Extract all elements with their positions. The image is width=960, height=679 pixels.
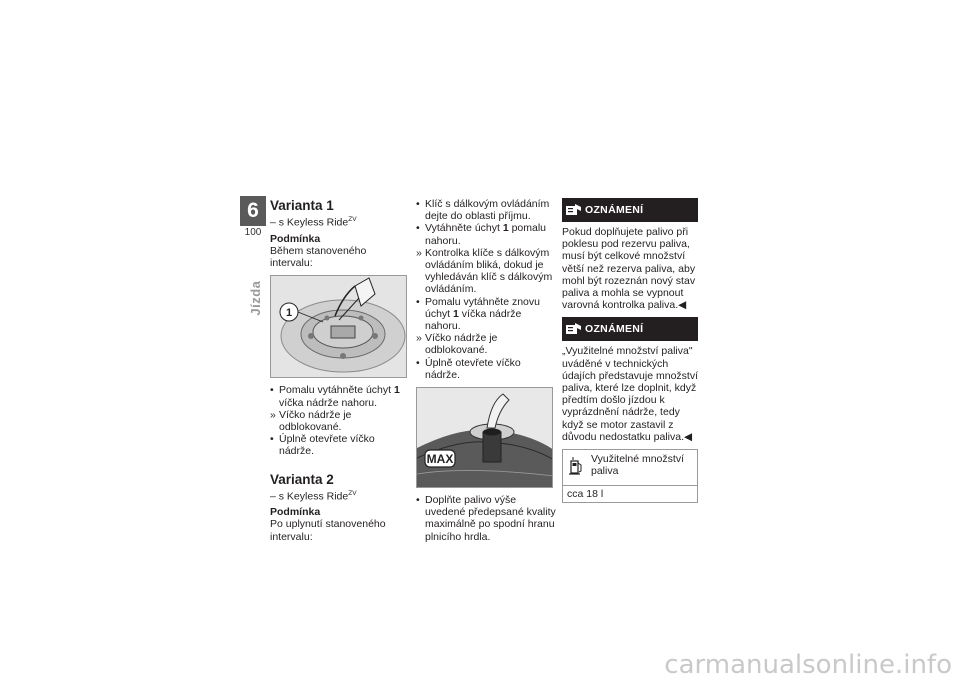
- chapter-side-label: [246, 270, 262, 330]
- list-item: • Vytáhněte úchyt 1 pomalu nahoru.: [416, 222, 547, 247]
- notice-icon: [566, 322, 582, 336]
- fuel-cap-figure: [270, 275, 407, 378]
- variant-1-heading: Varianta 1: [270, 198, 334, 213]
- list-item: » Víčko nádrže je odblokované.: [270, 408, 352, 433]
- variant-2-condition-title: Podmínka: [270, 506, 321, 519]
- chapter-title: Jízda: [247, 280, 263, 316]
- fuel-capacity-spec: [562, 449, 698, 503]
- variant-1-steps: [270, 384, 410, 457]
- watermark: carmanualsonline.info: [664, 649, 952, 679]
- list-item: • Doplňte palivo výše uvedené předepsané kvality maximálně po spodní hranu plnicího hrdla.: [416, 494, 556, 543]
- list-item: • Úplně otevřete víčko nádrže.: [270, 433, 375, 458]
- chapter-number: 6: [240, 196, 266, 226]
- notice-title: OZNÁMENÍ: [585, 323, 644, 336]
- variant-2-steps: [416, 198, 556, 381]
- figure-callout-1: 1: [285, 307, 293, 320]
- list-item: » Víčko nádrže je odblokované.: [416, 332, 498, 357]
- fuel-cap-illustration: [271, 276, 407, 378]
- list-item: » Kontrolka klíče s dálkovým ovládáním bliká, dokud je vyhledáván klíč s dálkovým ovládáním.: [416, 246, 553, 296]
- column-2: [416, 198, 556, 543]
- list-item: • Pomalu vytáhněte úchyt 1 víčka nádrže nahoru.: [270, 384, 400, 409]
- list-item: • Klíč s dálkovým ovládáním dejte do oblasti příjmu.: [416, 198, 550, 223]
- column-1: [270, 198, 410, 543]
- variant-1-condition-title: Podmínka: [270, 232, 321, 245]
- notice-header: [562, 317, 698, 341]
- page-number: 100: [244, 227, 262, 238]
- notice-icon: [566, 203, 582, 217]
- notice-title: OZNÁMENÍ: [585, 204, 644, 216]
- list-item: • Pomalu vytáhněte znovu úchyt 1 víčka nádrže nahoru.: [416, 295, 540, 333]
- fuel-pump-icon: [569, 457, 583, 475]
- spec-label: Využitelné množství paliva: [591, 453, 684, 478]
- max-label: MAX: [426, 452, 454, 467]
- notice-1-text: Pokud doplňujete palivo při poklesu pod rezervu paliva, musí být celkové množství větší než rezerva paliva, aby mohl být rozeznán nový stav paliva a mohla se vypnout varovná kontrolka paliva.◀: [562, 226, 696, 312]
- column-3: [562, 198, 698, 503]
- spec-value: cca 18 l: [567, 488, 604, 501]
- variant-2-condition-text: Po uplynutí stanoveného intervalu:: [270, 518, 386, 543]
- spec-header: [563, 450, 697, 486]
- refuel-steps: [416, 494, 556, 543]
- list-item: • Úplně otevřete víčko nádrže.: [416, 356, 521, 381]
- variant-1-option: – s Keyless Ride$^{ZV}$: [270, 216, 357, 229]
- variant-2-heading: Varianta 2: [270, 471, 334, 487]
- variant-2-option: – s Keyless Ride$^{ZV}$: [270, 489, 357, 503]
- notice-2-text: „Využitelné množství paliva" uváděné v technických údajích představuje množství paliva, které lze doplnit, když předtím došlo jízdou k vyprázdnění nádrže, tedy když se motor zastavil z důvodu nedostatku paliva.◀: [562, 345, 698, 443]
- notice-header: [562, 198, 698, 222]
- fuel-filler-illustration: [417, 388, 553, 488]
- fuel-filler-figure: [416, 387, 553, 488]
- variant-1-condition-text: Během stanoveného intervalu:: [270, 244, 367, 270]
- chapter-tab: [240, 196, 266, 238]
